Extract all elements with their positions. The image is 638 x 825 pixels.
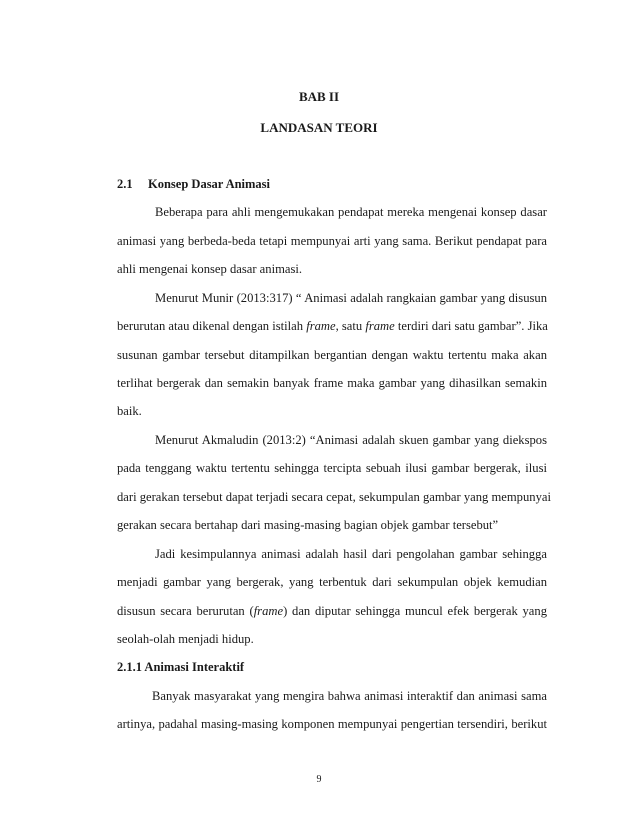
italic-term: frame [365, 319, 395, 333]
paragraph-line [117, 604, 547, 619]
paragraph-line: seolah-olah menjadi hidup. [117, 632, 254, 646]
paragraph-line: Jadi kesimpulannya animasi adalah hasil dari pengolahan gambar sehingga [155, 547, 547, 561]
paragraph-line: menjadi gambar yang bergerak, yang terbentuk dari sekumpulan objek kemudian [117, 575, 547, 589]
italic-term: frame [306, 319, 336, 333]
paragraph-line: pada tenggang waktu tertentu sehingga tercipta sebuah ilusi gambar bergerak, ilusi [117, 461, 547, 475]
paragraph-line: Menurut Akmaludin (2013:2) “Animasi adalah skuen gambar yang diekspos [155, 433, 547, 447]
text-span: terdiri dari satu gambar”. Jika [394, 319, 548, 333]
paragraph-line: Banyak masyarakat yang mengira bahwa animasi interaktif dan animasi sama [152, 689, 547, 703]
section-title: Konsep Dasar Animasi [148, 177, 271, 191]
text-span: ) dan diputar sehingga muncul efek bergerak yang [283, 604, 547, 618]
text-span: , satu [335, 319, 366, 333]
section-number: 2.1 [117, 177, 133, 191]
paragraph-line: artinya, padahal masing-masing komponen mempunyai pengertian tersendiri, berikut [117, 717, 547, 731]
paragraph-line: dari gerakan tersebut dapat terjadi secara cepat, sekumpulan gambar yang mempunyai [117, 490, 551, 504]
paragraph-line: gerakan secara bertahap dari masing-masing bagian objek gambar tersebut” [117, 518, 499, 532]
paragraph-line: ahli mengenai konsep dasar animasi. [117, 262, 303, 276]
paragraph-line: terlihat bergerak dan semakin banyak frame maka gambar yang dihasilkan semakin [117, 376, 547, 390]
subsection-title: 2.1.1 Animasi Interaktif [117, 660, 245, 674]
paragraph-line: susunan gambar tersebut ditampilkan bergantian dengan waktu tertentu maka akan [117, 348, 547, 362]
text-span: berurutan atau dikenal dengan istilah [117, 319, 307, 333]
paragraph-line: Menurut Munir (2013:317) “ Animasi adalah rangkaian gambar yang disusun [155, 291, 547, 305]
page-number: 9 [316, 774, 322, 785]
italic-term: frame [253, 604, 284, 618]
chapter-number: BAB II [298, 89, 340, 104]
chapter-title: LANDASAN TEORI [260, 120, 378, 135]
paragraph-line: animasi yang berbeda-beda tetapi mempunyai arti yang sama. Berikut pendapat para [117, 234, 547, 248]
paragraph-line [117, 319, 547, 334]
paragraph-line: baik. [117, 404, 142, 418]
text-span: disusun secara berurutan ( [117, 604, 254, 618]
paragraph-line: Beberapa para ahli mengemukakan pendapat mereka mengenai konsep dasar [155, 205, 547, 219]
